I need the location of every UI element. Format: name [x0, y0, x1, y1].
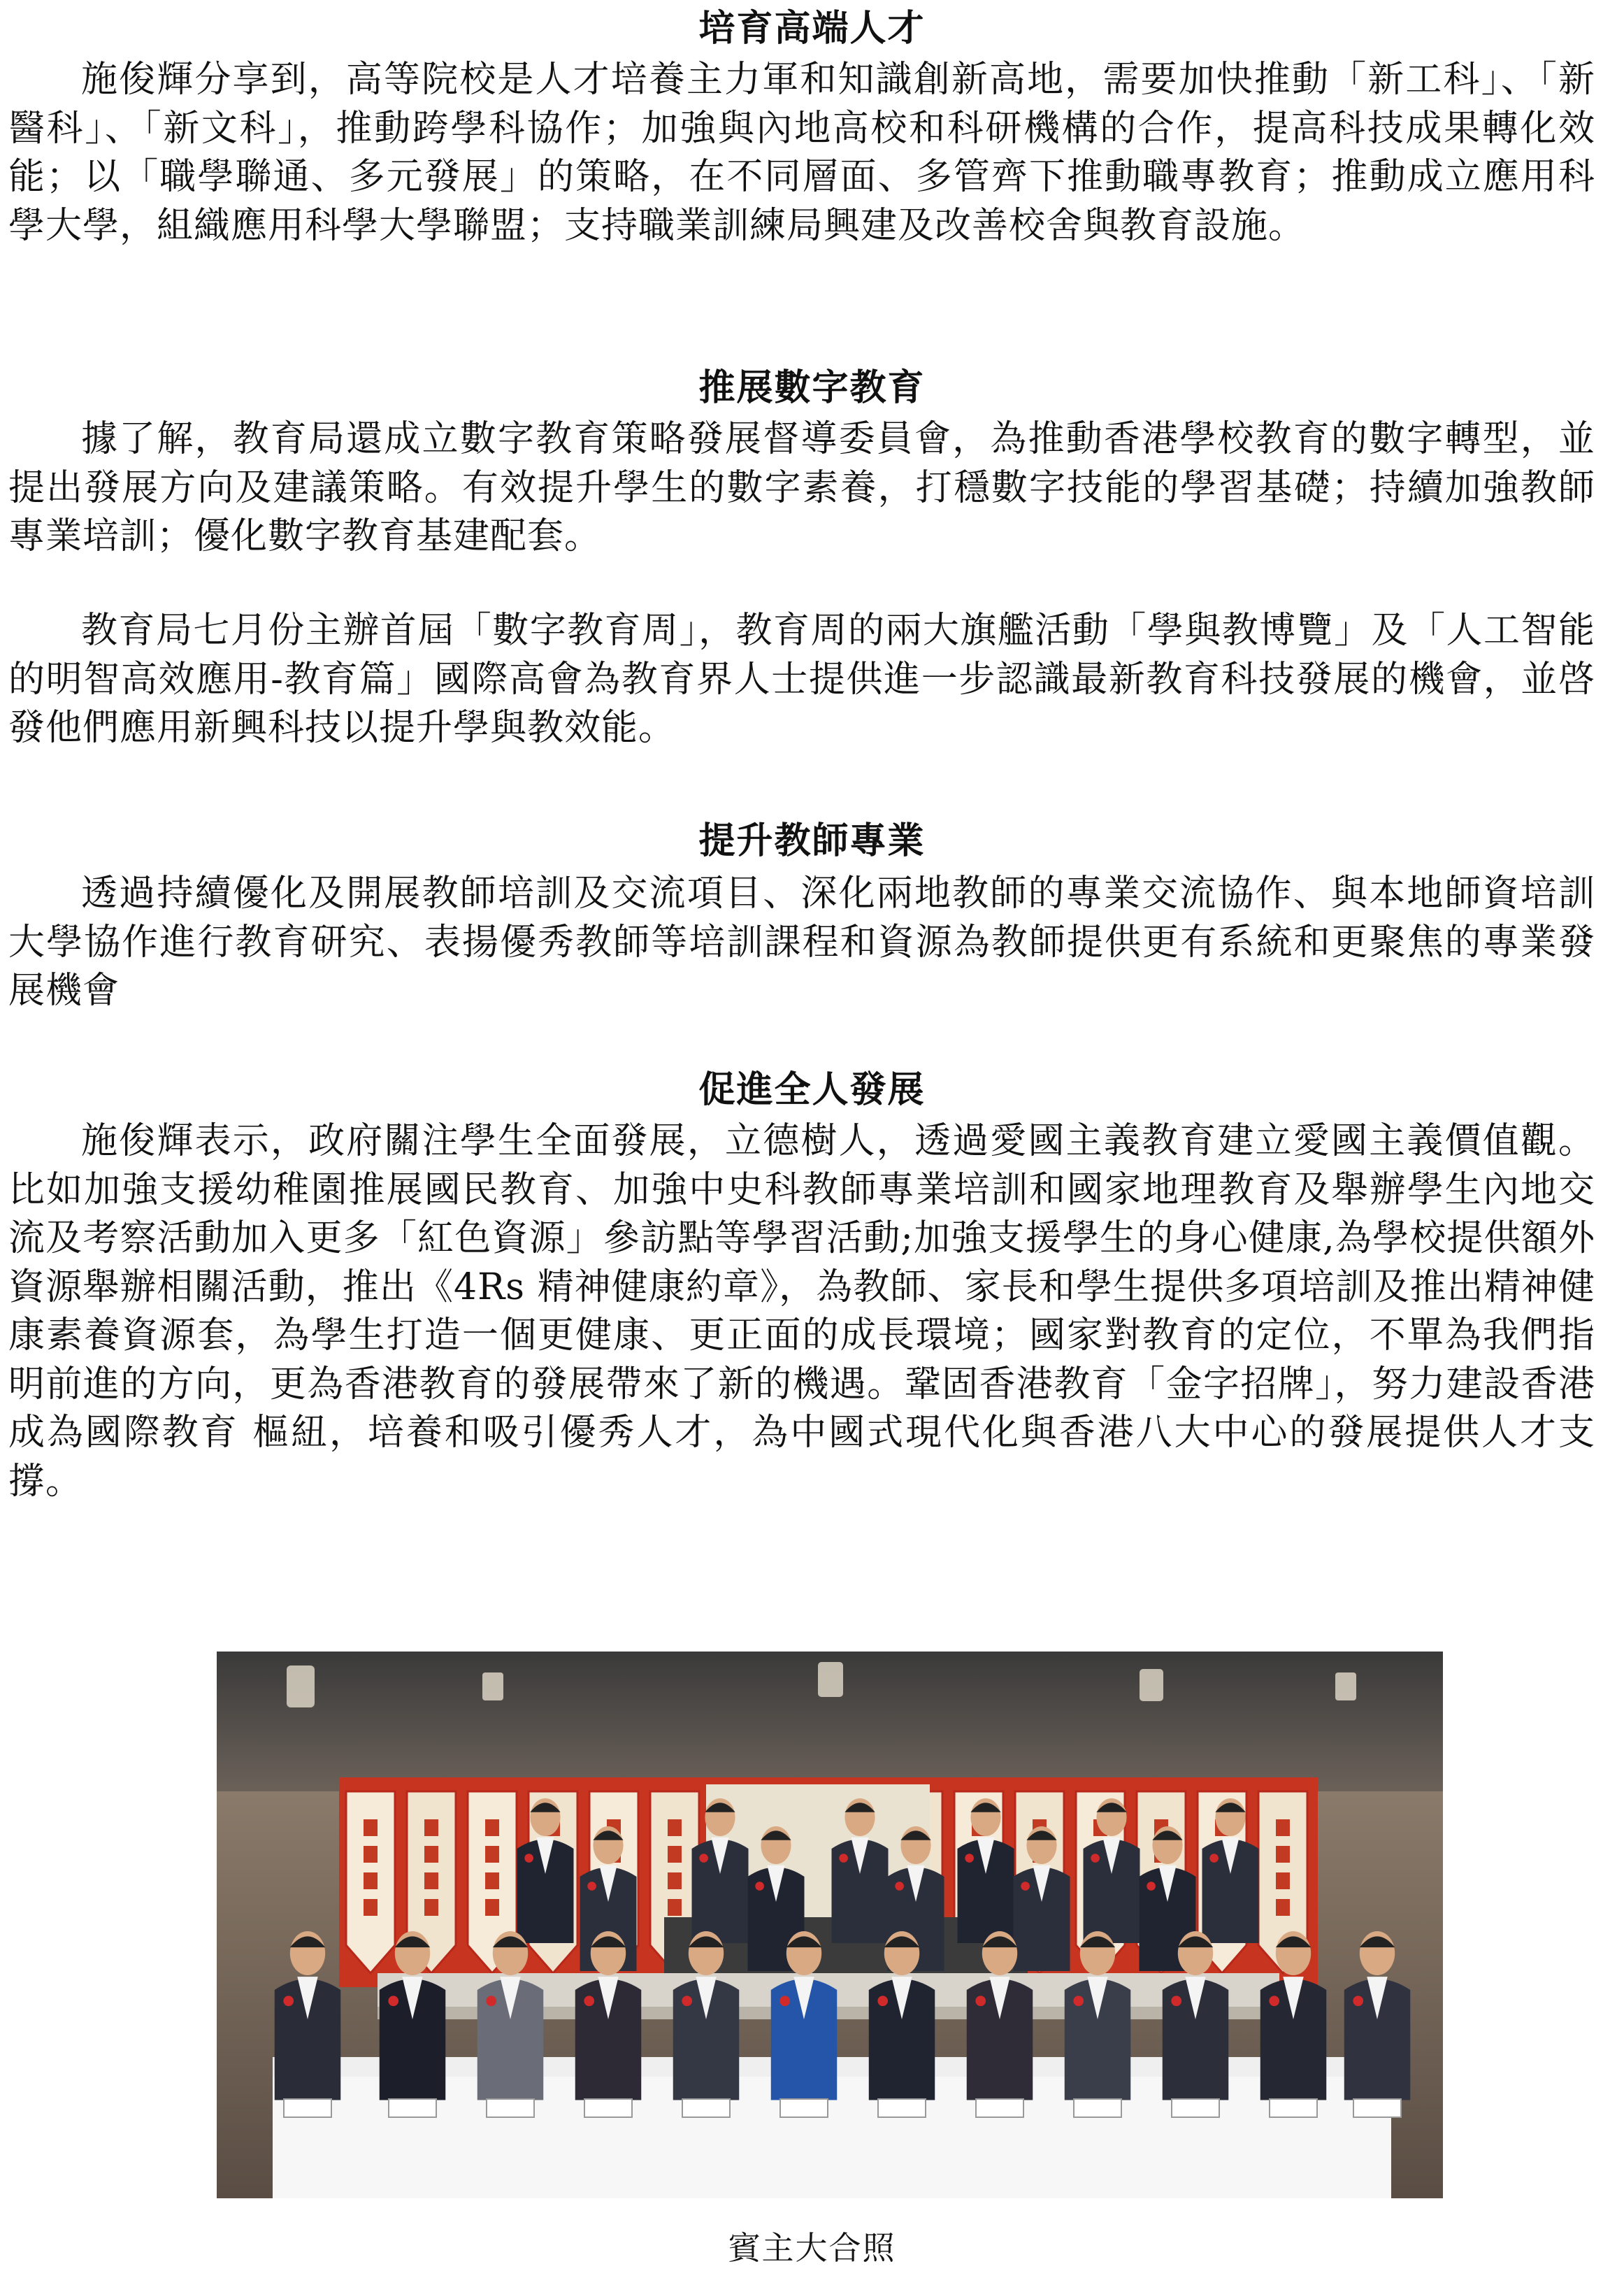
banner-glyph [364, 1872, 378, 1889]
group-photo [217, 1652, 1443, 2198]
paragraph-whole-person: 施俊輝表示，政府關注學生全面發展，立德樹人，透過愛國主義教育建立愛國主義價值觀。比如加強支援幼稚園推展國民教育、加強中史科教師專業培訓和國家地理教育及舉辦學生內地交流及考察活動加入更多「紅色資源」參訪點等學習活動;加強支援學生的身心健康,為學校提供額外資源舉辦相關活動，推出《4Rs 精神健康約章》，為教師、家長和學生提供多項培訓及推出精神健康素養資源套，為學生打造一個更健康、更正面的成長環境；國家對教育的定位，不單為我們指明前進的方向，更為香港教育的發展帶來了新的機遇。鞏固香港教育「金字招牌」，努力建設香港成為國際教育 樞紐，培養和吸引優秀人才，為中國式現代化與香港八大中心的發展提供人才支撐。 [8, 1120, 1595, 1503]
name-plate [1270, 2099, 1317, 2117]
name-plate [1074, 2099, 1121, 2117]
name-plate [1353, 2099, 1401, 2117]
banner-glyph [364, 1819, 378, 1836]
banner-glyph [485, 1846, 499, 1863]
banner-glyph [1276, 1872, 1290, 1889]
name-plate [1172, 2099, 1219, 2117]
name-plate [780, 2099, 828, 2117]
banner-glyph [1276, 1819, 1290, 1836]
section-heading-talent: 培育高端人才 [698, 7, 926, 50]
paragraph-digital-1: 據了解，教育局還成立數字教育策略發展督導委員會，為推動香港學校教育的數字轉型，並提出發展方向及建議策略。有效提升學生的數字素養，打穩數字技能的學習基礎；持續加強教師專業培訓；優化數字教育基建配套。 [8, 418, 1595, 557]
banner-glyph [485, 1819, 499, 1836]
banner-glyph [424, 1899, 438, 1916]
name-plate [284, 2099, 331, 2117]
paragraph-teachers: 透過持續優化及開展教師培訓及交流項目、深化兩地教師的專業交流協作、與本地師資培訓大學協作進行教育研究、表揚優秀教師等培訓課程和資源為教師提供更有系統和更聚焦的專業發展機會 [8, 873, 1595, 1012]
banner-glyph [485, 1899, 499, 1916]
banner-glyph [668, 1899, 682, 1916]
banner-glyph [424, 1872, 438, 1889]
banner-glyph [364, 1846, 378, 1863]
section-heading-whole-person: 促進全人發展 [698, 1068, 926, 1111]
name-plate [584, 2099, 632, 2117]
banner-glyph [424, 1846, 438, 1863]
name-plate [878, 2099, 926, 2117]
photo-caption: 賓主大合照 [728, 2229, 896, 2267]
banner-glyph [668, 1846, 682, 1863]
group-photo-illustration [217, 1652, 1443, 2198]
banner-glyph [668, 1819, 682, 1836]
name-plate [389, 2099, 436, 2117]
banner-glyph [424, 1819, 438, 1836]
banner-glyph [668, 1872, 682, 1889]
paragraph-digital-2: 教育局七月份主辦首屆「數字教育周」，教育周的兩大旗艦活動「學與教博覽」及「人工智能的明智高效應用-教育篇」國際高會為教育界人士提供進一步認識最新教育科技發展的機會，並啓發他們應用新興科技以提升學與教效能。 [8, 610, 1595, 749]
name-plate [487, 2099, 534, 2117]
paragraph-talent: 施俊輝分享到，高等院校是人才培養主力軍和知識創新高地，需要加快推動「新工科」、「新醫科」、「新文科」，推動跨學科協作；加強與內地高校和科研機構的合作，提高科技成果轉化效能；以「職學聯通、多元發展」的策略，在不同層面、多管齊下推動職專教育；推動成立應用科學大學，組織應用科學大學聯盟；支持職業訓練局興建及改善校舍與教育設施。 [8, 59, 1595, 247]
banner-glyph [485, 1872, 499, 1889]
section-heading-teachers: 提升教師專業 [698, 819, 926, 862]
banner-glyph [1276, 1846, 1290, 1863]
banner-glyph [364, 1899, 378, 1916]
banner-glyph [1276, 1899, 1290, 1916]
section-heading-digital: 推展數字教育 [698, 366, 926, 409]
name-plate [682, 2099, 730, 2117]
name-plate [976, 2099, 1023, 2117]
